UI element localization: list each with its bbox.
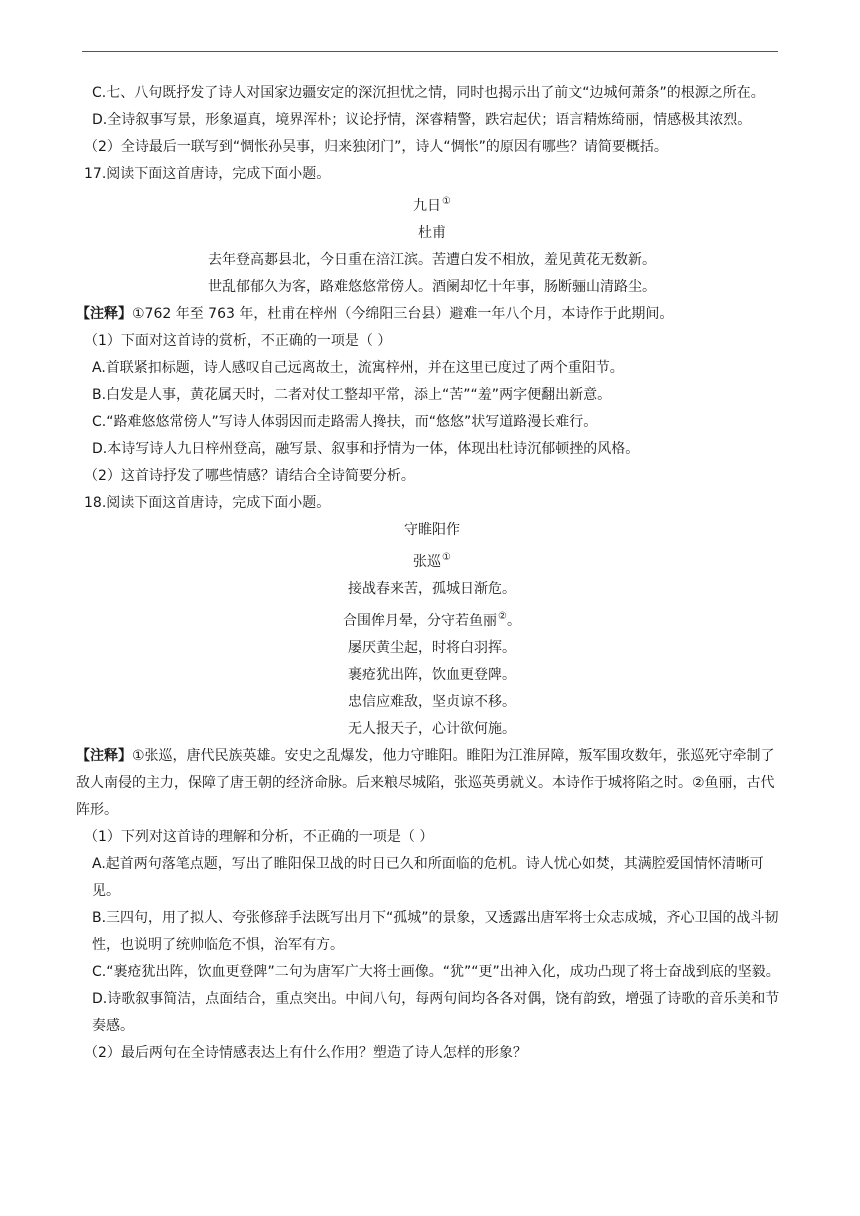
q18-option-a: A.起首两句落笔点题，写出了睢阳保卫战的时日已久和所面临的危机。诗人忧心如焚，其满腔爱国情怀清晰可见。 [92, 856, 764, 899]
q18-poem-author: 张巡① [413, 552, 451, 570]
header-rule [82, 51, 778, 52]
q18-option-c: C.“裹疮犹出阵，饮血更登陴”二句为唐军广大将士画像。“犹”“更”出神入化，成功凸现了将士奋战到底的坚毅。 [92, 964, 780, 980]
q17-poem-title: 九日① [413, 196, 451, 214]
q16-option-c: C.七、八句既抒发了诗人对国家边疆安定的深沉担忧之情，同时也揭示出了前文“边城何萧条”的根源之所在。 [92, 85, 765, 101]
q17-option-a: A.首联紧扣标题，诗人感叹自己远离故土，流寓梓州，并在这里已度过了两个重阳节。 [92, 360, 624, 376]
note-label: 【注释】 [76, 306, 132, 322]
q18-poem-line: 接战春来苦，孤城日渐危。 [348, 581, 516, 597]
q17-note: 【注释】①762 年至 763 年，杜甫在梓州（今绵阳三台县）避难一年八个月，本诗作于此期间。 [76, 306, 674, 322]
q17-sub-question-1: （1）下面对这首诗的赏析，不正确的一项是（ ） [84, 333, 392, 349]
q18-poem-line: 忠信应难敌，坚贞谅不移。 [348, 694, 516, 710]
q18-poem-line: 合围侔月晕，分守若鱼丽②。 [343, 611, 521, 629]
q17-poem-author: 杜甫 [418, 225, 446, 241]
q18-option-d: D.诗歌叙事简洁，点面结合，重点突出。中间八句，每两句间均各各对偶，饶有韵致，增强了诗歌的音乐美和节奏感。 [92, 991, 780, 1034]
footnote-marker: ② [498, 611, 507, 622]
q18-sub-question-2: （2）最后两句在全诗情感表达上有什么作用？塑造了诗人怎样的形象？ [84, 1045, 527, 1061]
q16-option-d: D.全诗叙事写景，形象逼真，境界浑朴；议论抒情，深睿精警，跌宕起伏；语言精炼绮丽，情感极其浓烈。 [92, 112, 752, 128]
q18-poem-line: 裹疮犹出阵，饮血更登陴。 [348, 667, 516, 683]
q17-poem-line: 世乱郁郁久为客，路难悠悠常傍人。酒阑却忆十年事，肠断骊山清路尘。 [208, 279, 656, 295]
q18-poem-title: 守睢阳作 [404, 522, 460, 538]
q17-option-c: C.“路难悠悠常傍人”写诗人体弱因而走路需人搀扶，而“悠悠”状写道路漫长难行。 [92, 414, 598, 430]
q17-poem-line: 去年登高郪县北，今日重在涪江滨。苦遭白发不相放，羞见黄花无数新。 [208, 252, 656, 268]
q17-heading: 17.阅读下面这首唐诗，完成下面小题。 [84, 166, 331, 182]
q16-sub-question-2: （2）全诗最后一联写到“惆怅孙吴事，归来独闭门”，诗人“惆怅”的原因有哪些？请简要概括。 [84, 139, 668, 155]
q18-poem-line: 无人报天子，心计欲何施。 [348, 721, 516, 737]
q17-sub-question-2: （2）这首诗抒发了哪些情感？请结合全诗简要分析。 [84, 468, 415, 484]
q18-option-b: B.三四句，用了拟人、夸张修辞手法既写出月下“孤城”的景象，又透露出唐军将士众志成城，齐心卫国的战斗韧性，也说明了统帅临危不惧，治军有方。 [92, 910, 779, 953]
q18-heading: 18.阅读下面这首唐诗，完成下面小题。 [84, 495, 331, 511]
note-label: 【注释】 [76, 748, 132, 764]
q18-sub-question-1: （1）下列对这首诗的理解和分析，不正确的一项是（ ） [84, 829, 434, 845]
document-body [76, 80, 780, 1067]
q17-option-d: D.本诗写诗人九日梓州登高，融写景、叙事和抒情为一体，体现出杜诗沉郁顿挫的风格。 [92, 441, 640, 457]
q17-option-b: B.白发是人事，黄花属天时，二者对仗工整却平常，添上“苦”“羞”两字便翻出新意。 [92, 387, 612, 403]
q18-note: 【注释】①张巡，唐代民族英雄。安史之乱爆发，他力守睢阳。睢阳为江淮屏障，叛军围攻数年，张巡死守牵制了敌人南侵的主力，保障了唐王朝的经济命脉。后来粮尽城陷，张巡英勇就义。本诗作于城将陷之时。②鱼丽，古代阵形。 [76, 748, 775, 818]
footnote-marker: ① [442, 552, 451, 563]
footnote-marker: ① [442, 196, 451, 207]
q18-poem-line: 屡厌黄尘起，时将白羽挥。 [348, 640, 516, 656]
